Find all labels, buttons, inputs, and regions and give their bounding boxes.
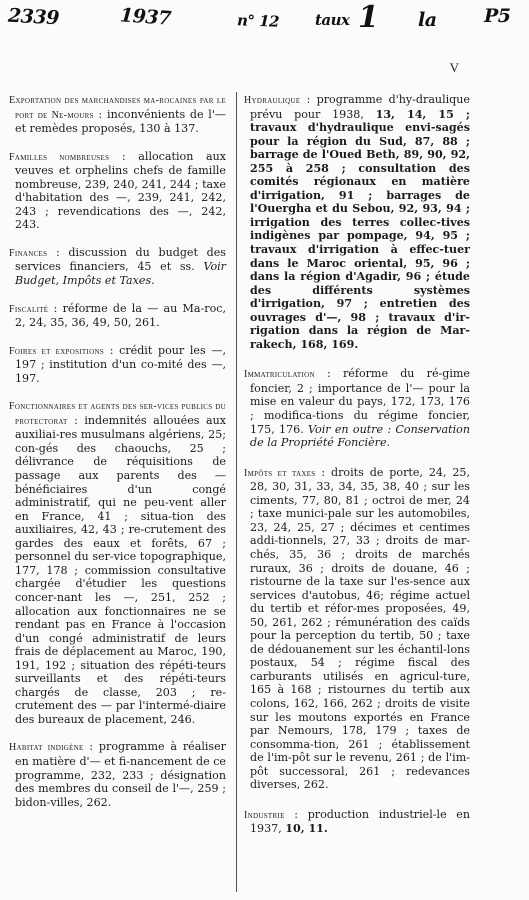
entry-heading: Industrie bbox=[244, 809, 285, 821]
index-entry bbox=[9, 150, 226, 232]
index-entry bbox=[244, 466, 470, 792]
cross-reference: Voir Budget, Impôts et Taxes. bbox=[15, 260, 226, 288]
entry-text-bold: 10, 11. bbox=[285, 822, 328, 836]
cross-reference: Voir en outre : Conservation de la Propriété Foncière. bbox=[250, 422, 470, 450]
entry-text: : programme à réaliser en matière d'— et fi-nancement de ce programme, 232, 233 ; désignation des membres du conseil de l'—, 259 ; bidon-villes, 262. bbox=[15, 740, 226, 809]
entry-text-bold: 13, 14, 15 ; travaux d'hydraulique envi-sagés pour la région du Sud, 87, 88 ; barrage de l'Oued Beth, 89, 90, 92, 255 à 258 ; consultation des comités régionaux en matière d'irrigation, 91 ; barrages de l'Ouergha et du Sebou, 92, 93, 94 ; irrigation des terres collec-tives indigènes par pompage, 94, 95 ; travaux d'irrigation à effec-tuer dans le Maroc oriental, 95, 96 ; dans la région d'Agadir, 96 ; étude des différents systèmes d'irrigation, 97 ; entretien des ouvrages d'—, 98 ; travaux d'ir-rigation dans la région de Mar-rakech, 168, 169. bbox=[250, 107, 470, 351]
entry-heading: Impôts et taxes bbox=[244, 467, 316, 479]
entry-text: : indemnités allouées aux auxiliai-res musulmans algériens, 25; con-gés des chaouchs, 25 ; délivrance de réquisitions de passage aux parents des — bénéficiaires d'un congé administratif, qui ne peu-vent aller en France, 41 ; situa-tion des auxiliaires, 42, 43 ; re-crutement des gardes des eaux et forêts, 67 ; personnel du ser-vice topographique, 177, 178 ; commission consultative chargée d'étudier les questions concer-nant les —, 251, 252 ; allocation aux fonctionnaires ne se rendant pas en France à l'occasion d'un congé administratif de leurs frais de déplacement au Maroc, 190, 191, 192 ; situation des répéti-teurs surveillants et des répéti-teurs chargés de classe, 203 ; re-crutement des — par l'intermé-diaire des bureaux de placement, 246. bbox=[15, 413, 226, 726]
index-entry bbox=[244, 808, 470, 836]
handwritten-annotation: taux bbox=[315, 11, 350, 29]
index-column-right bbox=[244, 93, 470, 850]
index-entry bbox=[9, 302, 226, 330]
handwritten-annotation: P5 bbox=[484, 5, 511, 27]
handwritten-annotation: 1 bbox=[358, 0, 379, 35]
handwritten-annotation: 2339 bbox=[7, 4, 60, 30]
index-entry bbox=[9, 246, 226, 288]
handwritten-annotation: la bbox=[418, 9, 437, 31]
entry-text: : production industriel-le en 1937, bbox=[250, 807, 470, 836]
entry-text: : droits de porte, 24, 25, 28, 30, 31, 33, 34, 35, 38, 40 ; sur les ciments, 77, 80, 81 ; octroi de mer, 24 ; taxe munici-pale sur les automobiles, 23, 24, 25, 27 ; décimes et centimes addi-tionnels, 27, 33 ; droits de mar-chés, 35, 36 ; droits de marchés ruraux, 36 ; droits de douane, 46 ; ristourne de la taxe sur l'es-sence aux services d'autobus, 46; régime actuel du tertib et réfor-mes proposées, 49, 50, 261, 262 ; rémunération des caïds pour la perception du tertib, 50 ; taxe de dédouanement sur les échantil-lons postaux, 54 ; régime fiscal des carburants utilisés en agricul-ture, 165 à 168 ; ristournes du tertib aux colons, 162, 166, 262 ; droits de visite sur les moutons exportés en France par Nemours, 178, 179 ; taxes de consomma-tion, 261 ; établissement de l'im-pôt sur le revenu, 261 ; de l'im-pôt successoral, 261 ; redevances diverses, 262. bbox=[250, 465, 471, 792]
index-entry bbox=[9, 344, 226, 386]
entry-heading: Habitat indigène bbox=[9, 742, 84, 754]
entry-heading: Fiscalité bbox=[9, 303, 49, 315]
handwritten-annotation: 1937 bbox=[119, 4, 172, 30]
entry-heading: Hydraulique bbox=[244, 95, 301, 106]
entry-heading: Finances bbox=[9, 247, 48, 259]
page-number: V bbox=[449, 60, 459, 75]
handwritten-annotation: n° 12 bbox=[236, 11, 280, 31]
entry-text: : programme d'hy-draulique prévu pour 1938, bbox=[250, 93, 470, 121]
entry-heading: Fonctionnaires et agents des ser-vices publics du protectorat bbox=[9, 401, 226, 427]
entry-text: : inconvénients de l'— et remèdes proposés, 130 à 137. bbox=[15, 107, 226, 136]
entry-text: : discussion du budget des services financiers, 45 et ss. bbox=[15, 245, 226, 274]
index-entry bbox=[9, 740, 226, 809]
entry-heading: Familles nombreuses bbox=[9, 151, 110, 163]
entry-text: : réforme du ré-gime foncier, 2 ; importance de l'— pour la mise en valeur du pays, 172, 173, 176 ; modifica-tions du régime foncier, 175, 176. bbox=[250, 367, 470, 436]
entry-text: : crédit pour les —, 197 ; institution d'un co-mité des —, 197. bbox=[15, 343, 226, 385]
index-entry bbox=[9, 93, 226, 136]
column-divider bbox=[236, 92, 237, 892]
index-entry bbox=[244, 93, 470, 351]
index-entry bbox=[9, 399, 226, 726]
entry-text: : réforme de la — au Ma-roc, 2, 24, 35, 36, 49, 50, 261. bbox=[15, 301, 226, 330]
entry-heading: Foires et expositions bbox=[9, 345, 105, 357]
index-column-left bbox=[9, 93, 226, 823]
index-entry bbox=[244, 367, 470, 449]
entry-heading: Immatriculation bbox=[244, 369, 315, 381]
entry-heading: Exportation des marchandises ma-rocaines par le port de Ne-mours bbox=[9, 95, 226, 121]
entry-text: : allocation aux veuves et orphelins chefs de famille nombreuse, 239, 240, 241, 244 ; taxe d'habitation des —, 239, 241, 242, 243 ; revendications des —, 242, 243. bbox=[15, 149, 226, 232]
